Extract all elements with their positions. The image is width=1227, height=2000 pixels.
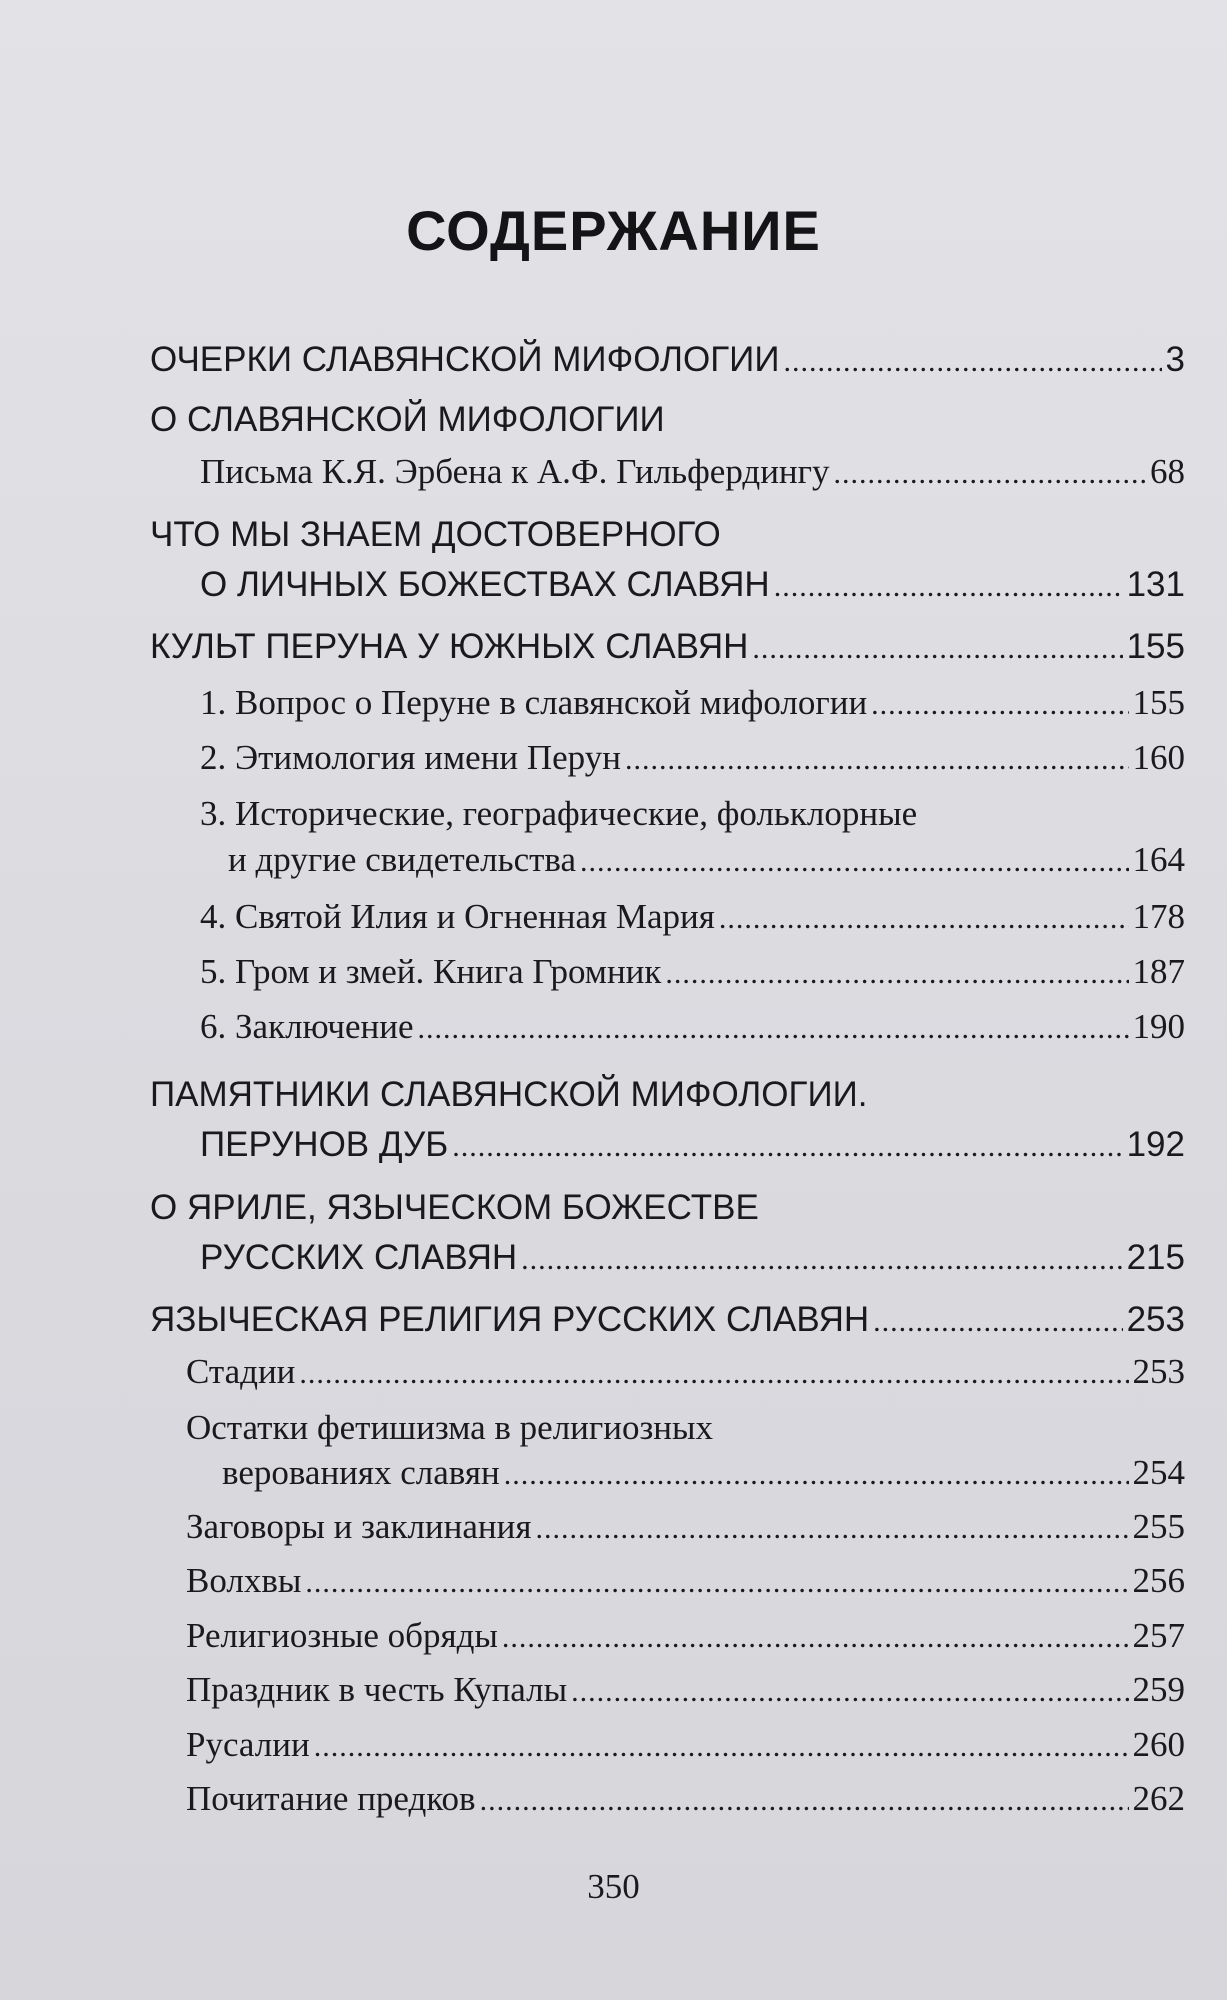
leader-dots — [784, 340, 1162, 382]
toc-entry-page: 187 — [1132, 952, 1185, 991]
toc-entry-title: 4. Святой Илия и Огненная Мария — [200, 897, 715, 936]
toc-entry-title: ПЕРУНОВ ДУБ — [200, 1125, 449, 1164]
leader-dots — [521, 1238, 1122, 1280]
toc-entry — [186, 1779, 1185, 1821]
toc-entry — [186, 1725, 1185, 1767]
toc-entry: ЧТО МЫ ЗНАЕМ ДОСТОВЕРНОГО — [150, 515, 721, 554]
leader-dots — [580, 840, 1128, 882]
toc-entry: 3. Исторические, географические, фольклорные — [200, 794, 918, 833]
toc-entry-title: Почитание предков — [186, 1779, 476, 1818]
toc-entry-page: 68 — [1150, 452, 1185, 491]
toc-entry-title: ЯЗЫЧЕСКАЯ РЕЛИГИЯ РУССКИХ СЛАВЯН — [150, 1300, 870, 1339]
toc-entry — [150, 340, 1185, 382]
toc-entry-page: 260 — [1132, 1725, 1185, 1764]
leader-dots — [665, 952, 1128, 994]
leader-dots — [418, 1007, 1129, 1049]
toc-entry-page: 262 — [1132, 1779, 1185, 1818]
toc-entry-title: Письма К.Я. Эрбена к А.Ф. Гильфердингу — [200, 452, 830, 491]
toc-entry: Остатки фетишизма в религиозных — [186, 1408, 714, 1447]
toc-entry — [222, 1453, 1185, 1495]
toc-entry-page: 131 — [1126, 565, 1185, 604]
toc-entry — [186, 1561, 1185, 1603]
toc-entry — [200, 452, 1185, 494]
toc-entry-title: Стадии — [186, 1352, 296, 1391]
toc-entry-page: 255 — [1132, 1507, 1185, 1546]
page-number: 350 — [587, 1867, 640, 1906]
toc-entry-title: 1. Вопрос о Перуне в славянской мифологии — [200, 683, 868, 722]
toc-entry-title: 6. Заключение — [200, 1007, 414, 1046]
toc-entry-page: 259 — [1132, 1670, 1185, 1709]
toc-entry-page: 192 — [1126, 1125, 1185, 1164]
toc-entry — [200, 1007, 1185, 1049]
toc-entry-page: 257 — [1132, 1616, 1185, 1655]
leader-dots — [502, 1616, 1129, 1658]
toc-entry — [200, 683, 1185, 725]
toc-entry — [200, 738, 1185, 780]
toc-entry-title: Заговоры и заклинания — [186, 1507, 532, 1546]
toc-entry-page: 160 — [1132, 738, 1185, 777]
page-title: СОДЕРЖАНИЕ — [406, 199, 821, 262]
toc-entry-page: 215 — [1126, 1238, 1185, 1277]
leader-dots — [305, 1561, 1128, 1603]
toc-entry: О ЯРИЛЕ, ЯЗЫЧЕСКОМ БОЖЕСТВЕ — [150, 1188, 759, 1227]
leader-dots — [873, 1300, 1122, 1342]
leader-dots — [719, 897, 1129, 939]
leader-dots — [571, 1670, 1128, 1712]
toc-entry-page: 254 — [1132, 1453, 1185, 1492]
toc-entry-page: 155 — [1132, 683, 1185, 722]
toc-entry — [150, 1300, 1185, 1342]
toc-entry — [200, 1125, 1185, 1167]
leader-dots — [871, 683, 1128, 725]
toc-entry — [200, 952, 1185, 994]
leader-dots — [834, 452, 1146, 494]
leader-dots — [774, 565, 1123, 607]
toc-entry-page: 190 — [1132, 1007, 1185, 1046]
toc-entry — [186, 1670, 1185, 1712]
toc-entry-title: 5. Гром и змей. Книга Громник — [200, 952, 662, 991]
toc-entry-page: 3 — [1165, 340, 1185, 379]
toc-entry — [186, 1507, 1185, 1549]
leader-dots — [480, 1779, 1129, 1821]
toc-entry — [200, 897, 1185, 939]
toc-entry — [200, 565, 1185, 607]
leader-dots — [314, 1725, 1129, 1767]
leader-dots — [452, 1125, 1122, 1167]
toc-entry-page: 164 — [1132, 840, 1185, 879]
leader-dots — [535, 1507, 1128, 1549]
toc-entry-page: 178 — [1132, 897, 1185, 936]
toc-entry-title: 2. Этимология имени Перун — [200, 738, 621, 777]
toc-entry: О СЛАВЯНСКОЙ МИФОЛОГИИ — [150, 400, 665, 439]
leader-dots — [504, 1453, 1129, 1495]
toc-entry — [228, 840, 1185, 882]
toc-entry-title: О ЛИЧНЫХ БОЖЕСТВАХ СЛАВЯН — [200, 565, 770, 604]
toc-entry-title: ОЧЕРКИ СЛАВЯНСКОЙ МИФОЛОГИИ — [150, 340, 780, 379]
leader-dots — [625, 738, 1129, 780]
toc-entry — [186, 1616, 1185, 1658]
toc-entry-page: 256 — [1132, 1561, 1185, 1600]
toc-entry-page: 155 — [1126, 627, 1185, 666]
toc-entry-page: 253 — [1126, 1300, 1185, 1339]
toc-entry-title: Волхвы — [186, 1561, 302, 1600]
toc-entry-title: Религиозные обряды — [186, 1616, 498, 1655]
toc-entry: ПАМЯТНИКИ СЛАВЯНСКОЙ МИФОЛОГИИ. — [150, 1075, 868, 1114]
toc-entry-title: КУЛЬТ ПЕРУНА У ЮЖНЫХ СЛАВЯН — [150, 627, 749, 666]
toc-entry-title: РУССКИХ СЛАВЯН — [200, 1238, 518, 1277]
toc-entry-title: Русалии — [186, 1725, 310, 1764]
leader-dots — [752, 627, 1122, 669]
toc-entry-title: верованиях славян — [222, 1453, 500, 1492]
toc-entry-title: и другие свидетельства — [228, 840, 577, 879]
toc-entry-page: 253 — [1132, 1352, 1185, 1391]
toc-entry — [186, 1352, 1185, 1394]
toc-entry — [200, 1238, 1185, 1280]
toc-entry-title: Праздник в честь Купалы — [186, 1670, 568, 1709]
leader-dots — [299, 1352, 1128, 1394]
toc-entry — [150, 627, 1185, 669]
